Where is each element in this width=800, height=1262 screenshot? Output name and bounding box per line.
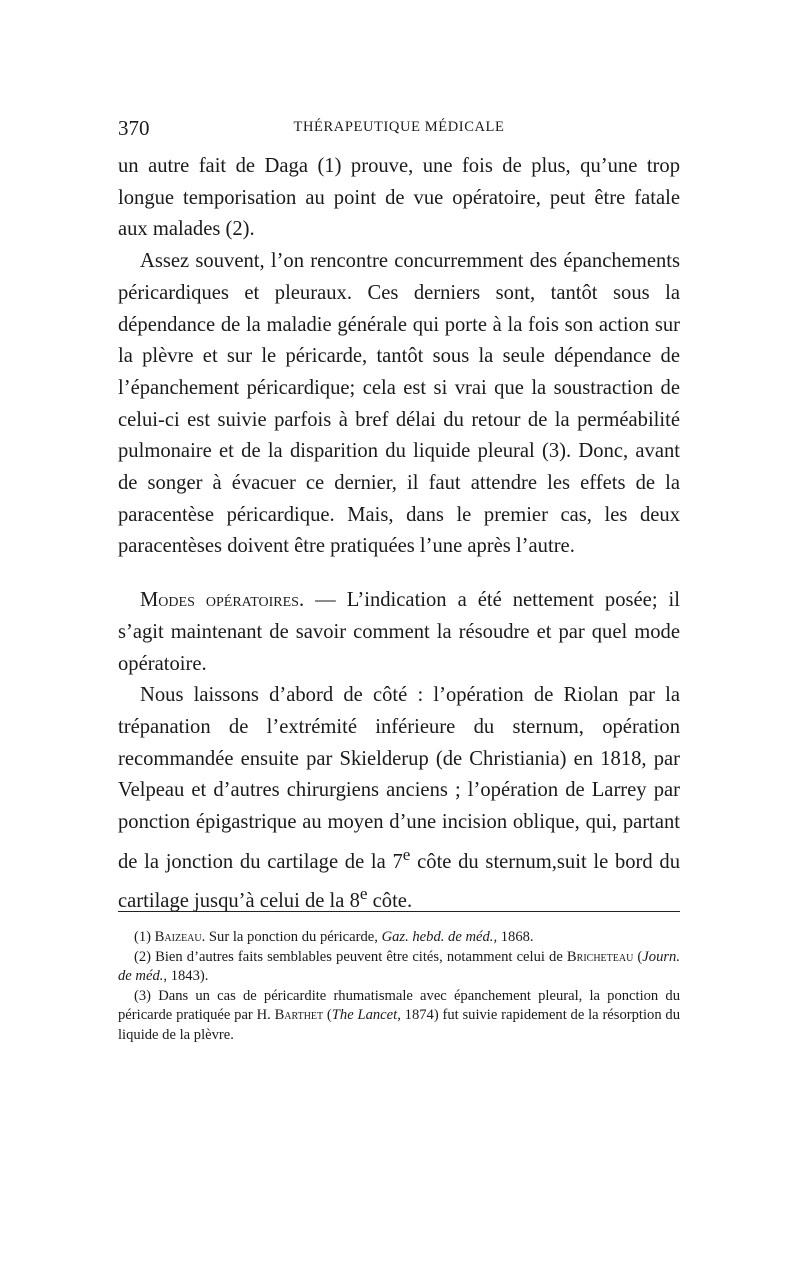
main-text: [118, 151, 680, 918]
footnote-2: [118, 948, 680, 987]
footnote-author: Bricheteau: [566, 948, 634, 965]
paragraph-4-text-b: côte du sternum,suit le bord du cartilage jusqu’à celui de la 8: [118, 850, 680, 913]
superscript-e: e: [359, 884, 368, 904]
paragraph-4-text-c: côte.: [367, 890, 413, 913]
footnote-author: Baizeau: [154, 929, 202, 945]
section-text: — L’indication a été nettement posée; il s’agit maintenant de savoir comment la résoudre et par quel mode opératoire.: [118, 589, 680, 675]
paragraph-1: un autre fait de Daga (1) prouve, une fois de plus, qu’une trop longue temporisation au point de vue opératoire, peut être fatale aux malades (2).: [118, 155, 680, 241]
footnote-journal: Gaz. hebd. de méd.: [381, 929, 494, 945]
paragraph-modes-operatoires: [118, 585, 680, 680]
footnote-journal: Journ. de méd.: [118, 948, 680, 984]
footnote-text: (: [633, 948, 643, 965]
footnote-1: [118, 928, 680, 948]
paragraph-4-text-a: Nous laissons d’abord de côté : l’opération de Riolan par la trépanation de l’extrémité inférieure du sternum, opération recommandée ensuite par Skielderup (de Christiania) en 1818, par Velpeau et d’autres chirurgiens anciens ; l’opération de Larrey par ponction épigastrique au moyen d’une incision oblique, qui, partant de la jonction du cartilage de la 7: [118, 684, 680, 873]
superscript-e: e: [402, 844, 411, 864]
footnote-divider: [118, 911, 680, 912]
footnotes: [118, 928, 680, 1045]
footnote-journal: The Lancet: [331, 1007, 398, 1023]
footnote-text: , 1874) fut suivie rapidement de la résorption du liquide de la plèvre.: [118, 1007, 680, 1043]
running-title: THÉRAPEUTIQUE MÉDICALE: [293, 119, 505, 135]
paragraph-2: Assez souvent, l’on rencontre concurremment des épanchements péricardiques et pleuraux. Ces derniers sont, tantôt sous la dépendance de la maladie générale qui porte à la fois son action sur la plèvre et sur le péricarde, tantôt sous la seule dépendance de l’épanchement péricardique; cela est si vrai que la soustraction de celui-ci est suivie parfois à bref délai du retour de la perméabilité pulmonaire et de la disparition du liquide pleural (3). Donc, avant de songer à évacuer ce dernier, il faut attendre les effets de la paracentèse péricardique. Mais, dans le premier cas, les deux paracentèses doivent être pratiquées l’une après l’autre.: [118, 250, 680, 558]
paragraph-4: [118, 680, 680, 918]
section-heading: Modes opératoires.: [140, 589, 305, 612]
page-number: 370: [118, 116, 150, 140]
footnote-text: (: [323, 1007, 332, 1023]
footnote-number: (1): [134, 929, 155, 945]
footnote-number: (2): [134, 948, 156, 965]
footnote-author: Barthet: [274, 1007, 324, 1023]
footnote-number: (3): [134, 987, 159, 1004]
page-header: [118, 116, 680, 140]
footnote-text: Dans un cas de péricardite rhumatismale avec épanchement pleural, la ponction du péricarde pratiquée par H.: [118, 987, 680, 1023]
footnote-text: . Sur la ponction du péricarde,: [201, 929, 382, 945]
footnote-text: , 1868.: [493, 929, 534, 945]
footnote-text: , 1843).: [163, 968, 209, 984]
footnote-text: Bien d’autres faits semblables peuvent être cités, notamment celui de: [155, 948, 567, 965]
footnote-3: [118, 987, 680, 1046]
